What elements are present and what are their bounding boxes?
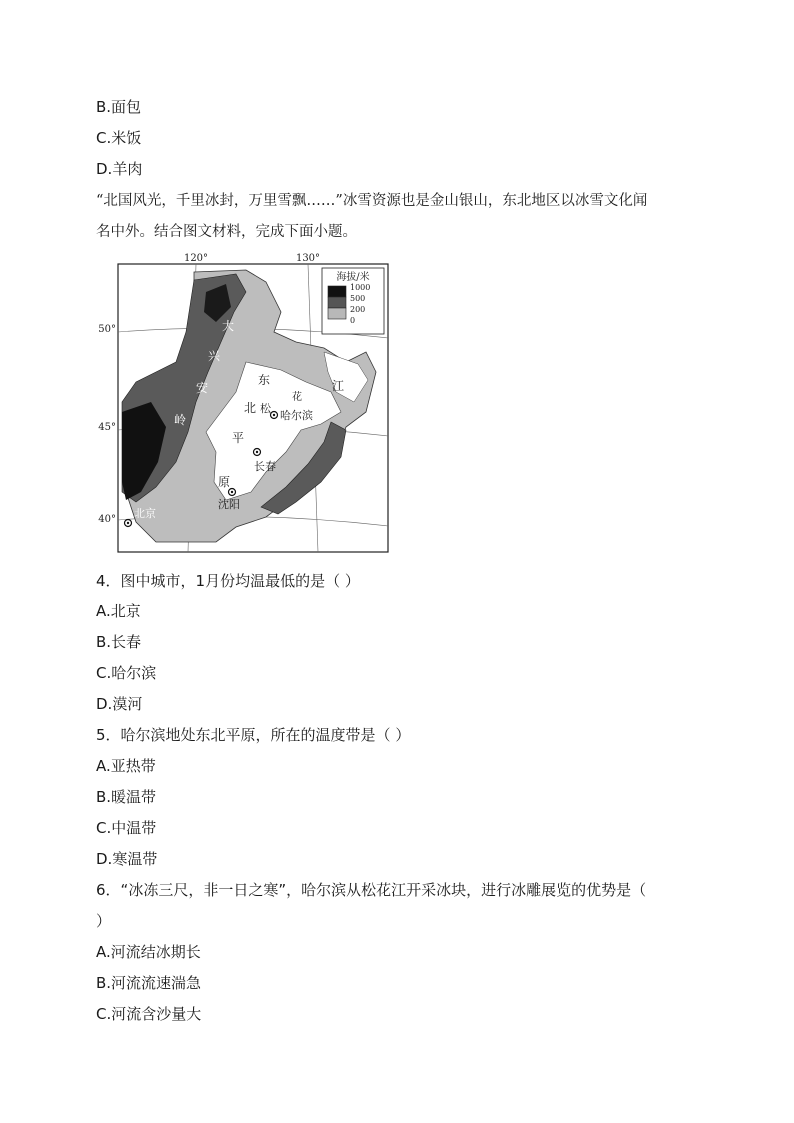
q5-option-b: B.暖温带 xyxy=(96,788,157,806)
question-5-stem: 5．哈尔滨地处东北平原，所在的温度带是（ ） xyxy=(96,726,411,744)
legend-level-500: 500 xyxy=(350,294,366,303)
option-d: D.羊肉 xyxy=(96,160,143,178)
q4-option-c: C.哈尔滨 xyxy=(96,664,157,682)
material-passage xyxy=(96,186,706,248)
legend-swatch-1000 xyxy=(328,286,346,297)
latitude-45: 45° xyxy=(98,422,116,433)
legend-swatch-500 xyxy=(328,297,346,308)
q6-option-b: B.河流流速湍急 xyxy=(96,974,202,992)
northeast-china-map xyxy=(96,252,396,557)
longitude-120: 120° xyxy=(183,253,209,264)
label-ping: 平 xyxy=(232,431,245,445)
city-harbin-label: 哈尔滨 xyxy=(280,409,313,422)
city-beijing-label: 北京 xyxy=(134,507,156,520)
legend-level-1000: 1000 xyxy=(350,283,371,292)
q5-option-c: C.中温带 xyxy=(96,819,157,837)
label-yuan: 原 xyxy=(218,475,231,489)
map-figure xyxy=(96,252,396,557)
label-xing: 兴 xyxy=(208,349,221,363)
question-4-stem: 4．图中城市，1月份均温最低的是（ ） xyxy=(96,572,360,590)
option-c: C.米饭 xyxy=(96,129,142,147)
question-6-stem-cont: ） xyxy=(96,912,112,930)
q4-option-b: B.长春 xyxy=(96,633,142,651)
legend-box xyxy=(322,268,384,334)
latitude-40: 40° xyxy=(98,514,116,525)
q5-option-d: D.寒温带 xyxy=(96,850,158,868)
passage-line-2: 名中外。结合图文材料，完成下面小题。 xyxy=(96,224,357,240)
label-song: 松 xyxy=(260,402,271,415)
question-6-stem: 6．“冰冻三尺，非一日之寒”，哈尔滨从松花江开采冰块，进行冰雕展览的优势是（ xyxy=(96,881,647,899)
legend-title: 海拔/米 xyxy=(336,272,370,283)
q6-option-c: C.河流含沙量大 xyxy=(96,1005,202,1023)
label-an: 安 xyxy=(196,381,209,395)
option-b: B.面包 xyxy=(96,98,142,116)
label-dong: 东 xyxy=(258,373,271,387)
legend-swatch-200 xyxy=(328,308,346,319)
latitude-50: 50° xyxy=(98,324,116,335)
q6-option-a: A.河流结冰期长 xyxy=(96,943,201,961)
label-ling: 岭 xyxy=(174,413,187,427)
label-jiang: 江 xyxy=(332,379,345,393)
legend-level-200: 200 xyxy=(350,305,366,314)
city-shenyang-label: 沈阳 xyxy=(218,498,240,511)
label-da: 大 xyxy=(222,319,235,333)
legend-level-0: 0 xyxy=(350,316,356,325)
city-changchun-label: 长春 xyxy=(254,460,276,473)
longitude-130: 130° xyxy=(295,253,321,264)
q4-option-d: D.漠河 xyxy=(96,695,143,713)
label-bei: 北 xyxy=(244,401,257,415)
label-hua: 花 xyxy=(292,392,302,403)
q5-option-a: A.亚热带 xyxy=(96,757,156,775)
passage-line-1: “北国风光，千里冰封，万里雪飘……”冰雪资源也是金山银山，东北地区以冰雪文化闻 xyxy=(96,193,648,209)
q4-option-a: A.北京 xyxy=(96,602,141,620)
